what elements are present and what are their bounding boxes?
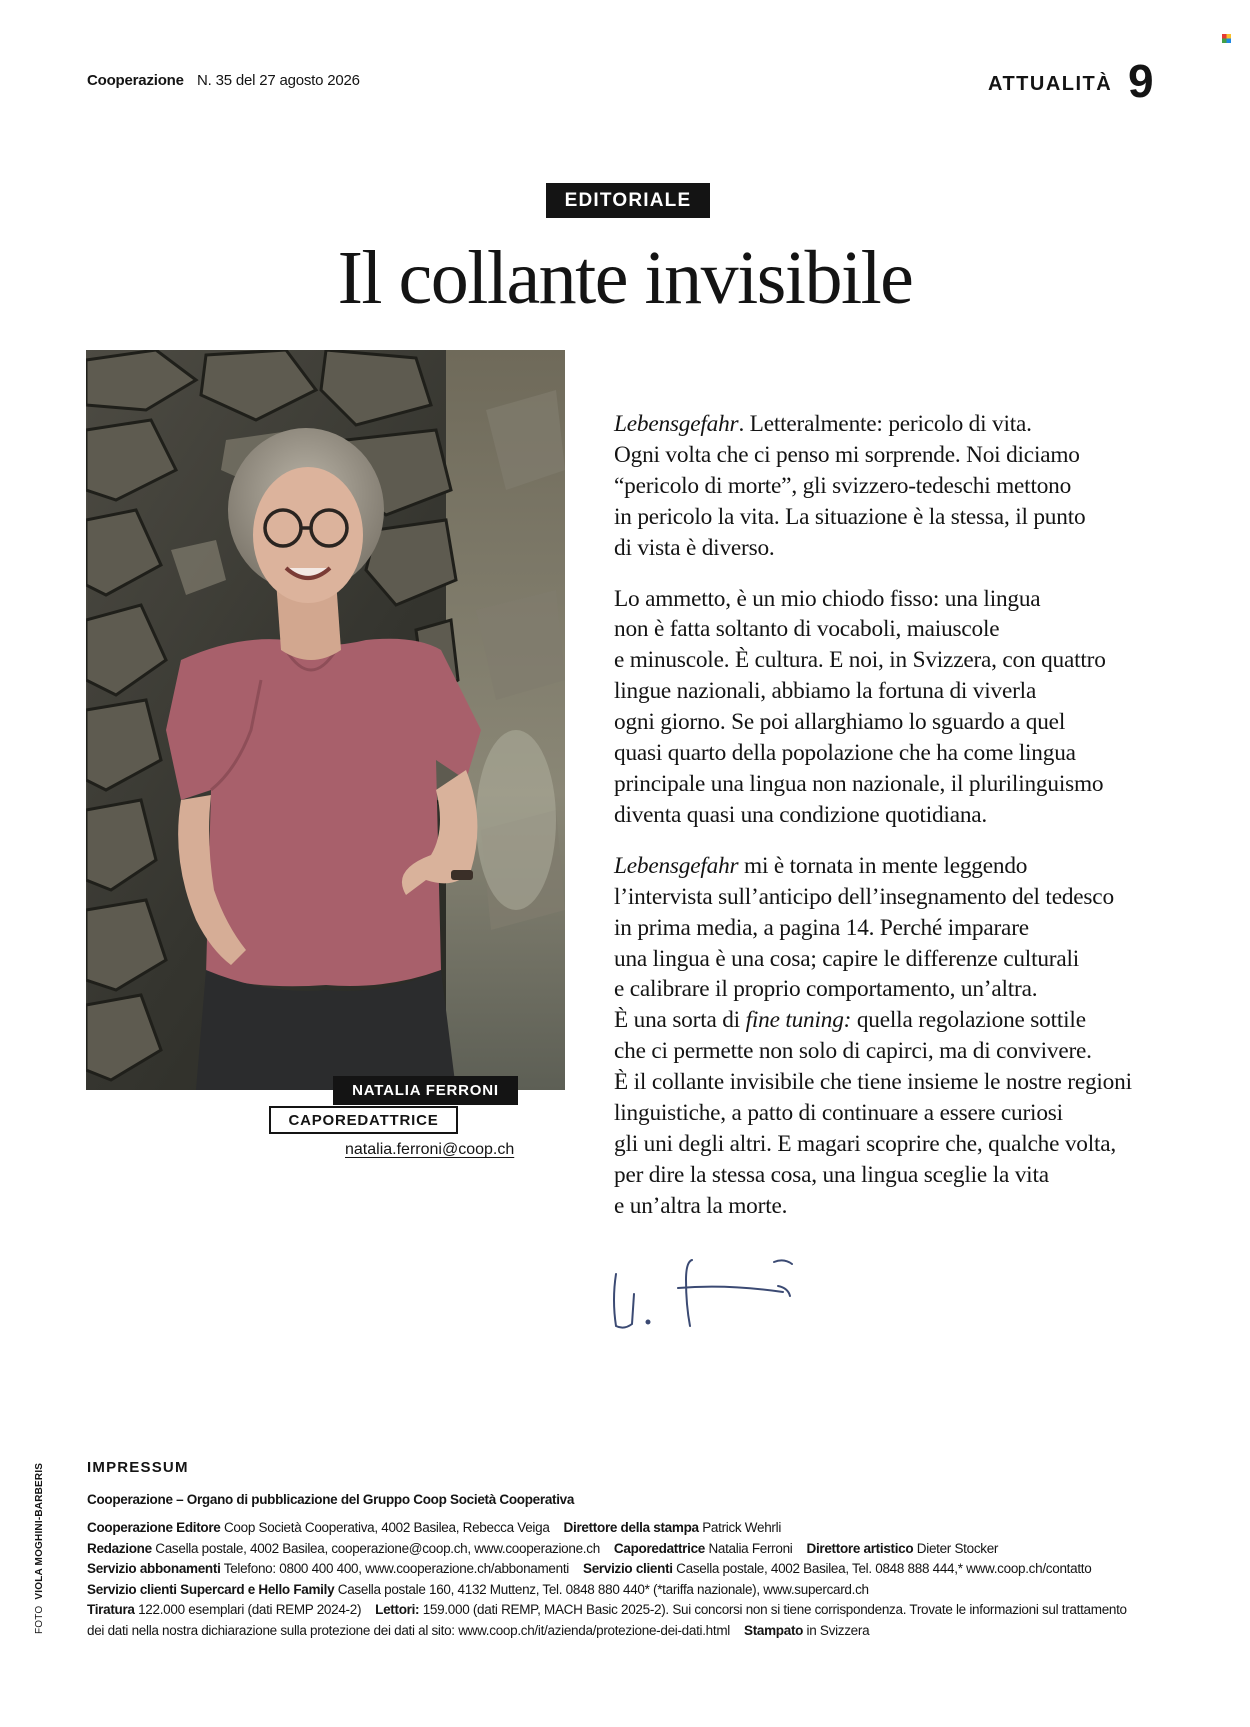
- body-text: “pericolo di morte”, gli svizzero-tedeschi mettono: [614, 472, 1072, 499]
- impressum-label: Redazione: [87, 1540, 152, 1556]
- impressum-row: [87, 1580, 1167, 1601]
- author-name-label: NATALIA FERRONI: [333, 1076, 518, 1105]
- body-line: [614, 851, 1174, 882]
- page-number: 9: [1128, 55, 1154, 107]
- impressum-label: Caporedattrice: [613, 1540, 705, 1556]
- impressum-value: Casella postale, 4002 Basilea, Tel. 0848 888 444,* www.coop.ch/contatto: [672, 1561, 1092, 1577]
- author-role-label: CAPOREDATTRICE: [269, 1106, 458, 1134]
- body-line: [614, 440, 1174, 471]
- body-line: [614, 645, 1174, 676]
- body-text: lingue nazionali, abbiamo la fortuna di viverla: [614, 678, 1037, 705]
- impressum-subtitle: Cooperazione – Organo di pubblicazione del Gruppo Coop Società Cooperativa: [87, 1492, 575, 1507]
- body-line: [614, 614, 1174, 645]
- impressum-label: Servizio clienti Supercard e Hello Family: [87, 1581, 335, 1597]
- article-title: Il collante invisibile: [337, 236, 913, 320]
- body-line: [614, 974, 1174, 1005]
- body-line: [614, 676, 1174, 707]
- body-text: È una sorta di: [614, 1007, 746, 1034]
- body-text: non è fatta soltanto di vocaboli, maiuscole: [614, 616, 1000, 643]
- impressum-details: [87, 1518, 1167, 1642]
- impressum-label: Lettori:: [375, 1602, 420, 1618]
- body-text: principale una lingua non nazionale, il plurilinguismo: [614, 770, 1104, 797]
- body-text: linguistiche, a patto di continuare a essere curiosi: [614, 1100, 1063, 1127]
- body-text: gli uni degli altri. E magari scoprire che, qualche volta,: [614, 1130, 1117, 1157]
- impressum-value: Casella postale, 4002 Basilea, cooperazione@coop.ch, www.cooperazione.ch: [151, 1540, 600, 1556]
- body-line: [614, 913, 1174, 944]
- body-text: e un’altra la morte.: [614, 1192, 788, 1219]
- body-text: e calibrare il proprio comportamento, un’altra.: [614, 976, 1038, 1003]
- body-text: in pericolo la vita. La situazione è la stessa, il punto: [614, 503, 1086, 530]
- body-paragraph: [614, 584, 1174, 831]
- body-text: Lo ammetto, è un mio chiodo fisso: una lingua: [614, 585, 1041, 612]
- section-label: ATTUALITÀ: [988, 73, 1113, 95]
- body-line: [614, 769, 1174, 800]
- body-text: quasi quarto della popolazione che ha come lingua: [614, 740, 1076, 767]
- article-kicker: EDITORIALE: [546, 183, 710, 218]
- body-text: diventa quasi una condizione quotidiana.: [614, 801, 988, 828]
- article-body: [614, 409, 1174, 1242]
- impressum-value: 122.000 esemplari (dati REMP 2024-2): [134, 1602, 362, 1618]
- photo-credit-label: FOTO: [34, 1605, 45, 1634]
- body-line: [614, 1160, 1174, 1191]
- impressum-value: Coop Società Cooperativa, 4002 Basilea, Rebecca Veiga: [220, 1520, 550, 1535]
- impressum-row: [87, 1600, 1167, 1621]
- body-text: Ogni volta che ci penso mi sorprende. Noi diciamo: [614, 441, 1080, 468]
- body-text: di vista è diverso.: [614, 534, 775, 561]
- impressum-value: Patrick Wehrli: [698, 1520, 782, 1535]
- impressum-label: Stampato: [744, 1622, 804, 1638]
- body-line: [614, 707, 1174, 738]
- body-text: una lingua è una cosa; capire le differenze culturali: [614, 945, 1080, 972]
- body-line: [614, 800, 1174, 831]
- body-line: [614, 471, 1174, 502]
- impressum-row: [87, 1621, 1167, 1642]
- body-line: [614, 533, 1174, 564]
- body-line: [614, 882, 1174, 913]
- body-line: [614, 1036, 1174, 1067]
- impressum-value: dei dati nella nostra dichiarazione sulla protezione dei dati al sito: www.coop.ch/it/azienda/protezione-dei-dati.html: [87, 1622, 730, 1638]
- body-line: [614, 1191, 1174, 1222]
- impressum-label: Tiratura: [87, 1602, 135, 1618]
- impressum-value: 159.000 (dati REMP, MACH Basic 2025-2). Sui concorsi non si tiene corrispondenza. Trovate le informazioni sul trattamento: [419, 1602, 1127, 1618]
- body-text: ogni giorno. Se poi allarghiamo lo sguardo a quel: [614, 709, 1066, 736]
- body-text: in prima media, a pagina 14. Perché imparare: [614, 914, 1029, 941]
- impressum-row: [87, 1518, 1167, 1539]
- author-portrait-photo: [86, 350, 565, 1090]
- emphasis-text: Lebensgefahr: [614, 411, 739, 437]
- impressum-label: Direttore della stampa: [563, 1520, 699, 1535]
- photo-credit: [34, 1463, 45, 1634]
- impressum-label: Servizio abbonamenti: [87, 1561, 221, 1577]
- issue-date: N. 35 del 27 agosto 2026: [197, 72, 360, 89]
- body-line: [614, 944, 1174, 975]
- body-line: [614, 584, 1174, 615]
- emphasis-text: Lebensgefahr: [614, 852, 739, 879]
- impressum-value: in Svizzera: [803, 1622, 870, 1638]
- impressum-value: Telefono: 0800 400 400, www.cooperazione.ch/abbonamenti: [220, 1561, 569, 1577]
- body-line: [614, 1067, 1174, 1098]
- body-line: [614, 738, 1174, 769]
- body-line: [614, 1005, 1174, 1036]
- impressum-label: Servizio clienti: [583, 1561, 673, 1577]
- author-email-link[interactable]: natalia.ferroni@coop.ch: [345, 1141, 515, 1158]
- body-line: [614, 1098, 1174, 1129]
- impressum-row: [87, 1559, 1167, 1580]
- body-text: . Letteralmente: pericolo di vita.: [738, 411, 1032, 437]
- body-text: mi è tornata in mente leggendo: [738, 852, 1028, 879]
- impressum-row: [87, 1539, 1167, 1560]
- body-line: [614, 1129, 1174, 1160]
- publication-name: Cooperazione: [87, 72, 184, 89]
- emphasis-text: fine tuning:: [745, 1007, 852, 1034]
- body-paragraph: [614, 851, 1174, 1222]
- body-text: e minuscole. È cultura. E noi, in Svizzera, con quattro: [614, 647, 1106, 674]
- body-text: per dire la stessa cosa, una lingua sceglie la vita: [614, 1161, 1049, 1188]
- impressum-heading: IMPRESSUM: [87, 1459, 189, 1476]
- body-text: l’intervista sull’anticipo dell’insegnamento del tedesco: [614, 883, 1114, 910]
- impressum-label: Cooperazione Editore: [87, 1520, 221, 1535]
- body-paragraph: [614, 409, 1174, 564]
- body-line: [614, 502, 1174, 533]
- impressum-label: Direttore artistico: [806, 1540, 914, 1556]
- body-text: quella regolazione sottile: [851, 1007, 1086, 1034]
- impressum-value: Casella postale 160, 4132 Muttenz, Tel. 0848 880 440* (*tariffa nazionale), www.supercard.ch: [334, 1581, 869, 1597]
- print-color-mark-icon: [1222, 34, 1231, 43]
- body-text: che ci permette non solo di capirci, ma di convivere.: [614, 1038, 1092, 1065]
- impressum-value: Natalia Ferroni: [705, 1540, 793, 1556]
- body-line: [614, 409, 1174, 440]
- photo-credit-name: VIOLA MOGHINI-BARBERIS: [34, 1462, 45, 1600]
- body-text: È il collante invisibile che tiene insieme le nostre regioni: [614, 1069, 1132, 1096]
- author-signature-icon: [608, 1250, 808, 1330]
- impressum-value: Dieter Stocker: [913, 1540, 999, 1556]
